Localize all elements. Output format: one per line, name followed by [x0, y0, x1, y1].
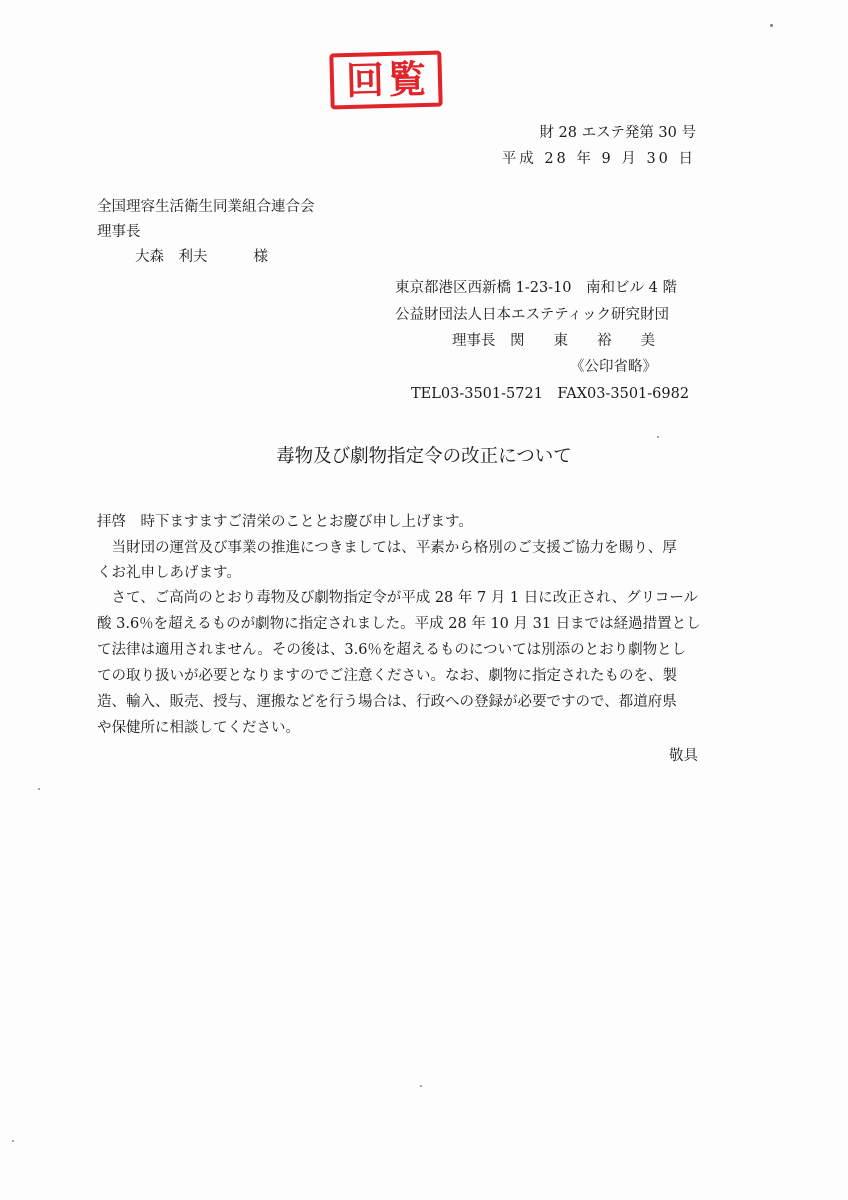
recipient-title: 理事長	[97, 224, 141, 240]
recipient-name: 大森 利夫	[135, 249, 208, 265]
circulation-stamp	[329, 51, 442, 110]
body-line: 造、輸入、販売、授与、運搬などを行う場合は、行政への登録が必要ですので、都道府県	[97, 694, 677, 710]
subject-text: 毒物及び劇物指定令の改正について	[276, 446, 572, 467]
recipient-name-line	[135, 250, 268, 265]
sender-contact: TEL03-3501-5721 FAX03-3501-6982	[411, 386, 690, 402]
sender-representative: 理事長 関 東 裕 美	[452, 333, 655, 349]
body-line: 酸 3.6％を超えるものが劇物に指定されました。平成 28 年 10 月 31 日までは経過措置とし	[97, 616, 701, 632]
scan-speck	[420, 1085, 422, 1087]
body-line: て法律は適用されません。その後は、3.6％を超えるものについては別添のとおり劇物とし	[97, 642, 687, 658]
stamp-text: 回覧	[345, 56, 431, 104]
seal-omitted-note: 《公印省略》	[570, 359, 657, 375]
document-date: 平成 28 年 9 月 30 日	[501, 151, 696, 167]
sender-organization: 公益財団法人日本エステティック研究財団	[395, 307, 670, 323]
body-line: くお礼申しあげます。	[97, 565, 241, 581]
scan-speck	[12, 1140, 14, 1142]
recipient-organization: 全国理容生活衛生同業組合連合会	[97, 199, 315, 215]
scan-speck	[657, 436, 659, 438]
closing-salutation: 敬具	[669, 748, 698, 764]
scan-speck	[38, 788, 40, 790]
body-line: や保健所に相談してください。	[97, 720, 300, 736]
sender-address: 東京都港区西新橋 1-23-10 南和ビル 4 階	[395, 280, 677, 296]
body-line: さて、ご高尚のとおり毒物及び劇物指定令が平成 28 年 7 月 1 日に改正され、グリコール	[97, 590, 699, 606]
body-line: 当財団の運営及び事業の推進につきましては、平素から格別のご支援ご協力を賜り、厚	[97, 540, 677, 556]
reference-number: 財 28 エステ発第 30 号	[539, 125, 696, 141]
scan-speck	[770, 24, 773, 27]
recipient-honorific: 様	[253, 249, 268, 265]
body-line: ての取り扱いが必要となりますのでご注意ください。なお、劇物に指定されたものを、製	[97, 668, 677, 684]
body-line: 拝啓 時下ますますご清栄のこととお慶び申し上げます。	[97, 514, 473, 530]
document-subject	[0, 442, 848, 468]
